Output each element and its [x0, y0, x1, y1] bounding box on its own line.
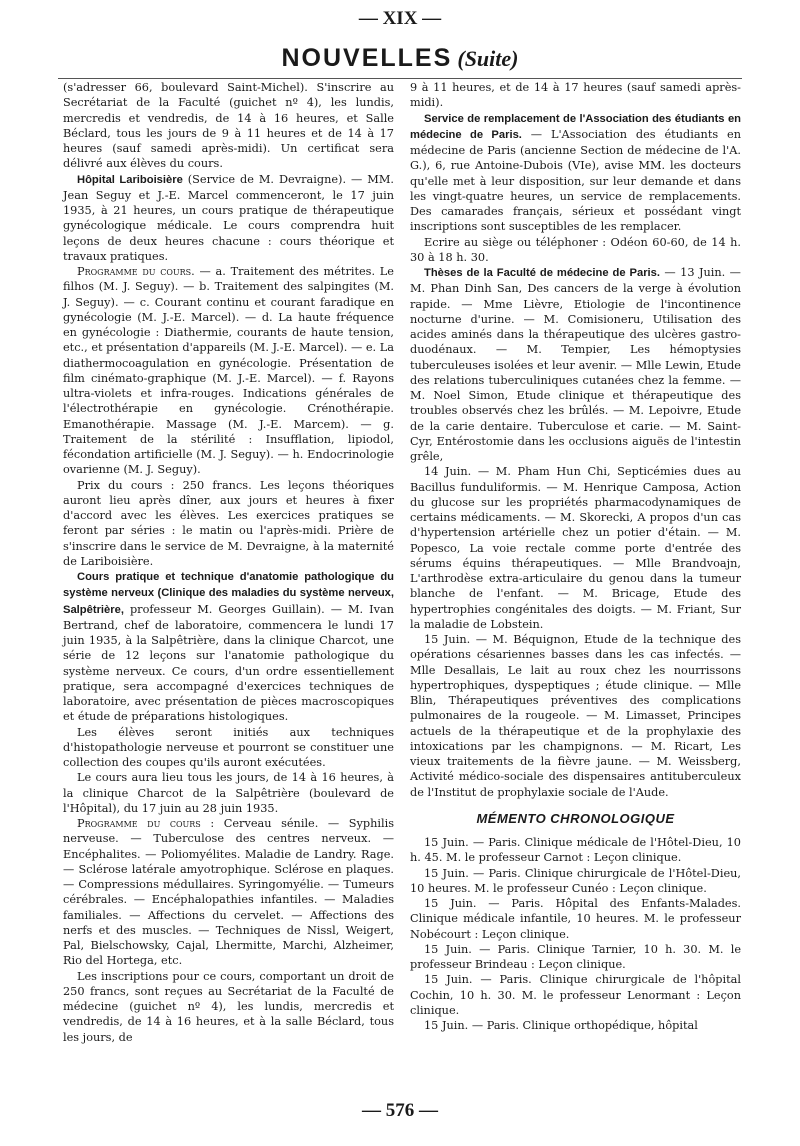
paragraph: Cours pratique et technique d'anatomie pathologique du système nerveux (Clinique des maladies du système nerveux, Salpêtrière, professeur M. Georges Guillain). — M. Ivan Bertrand, chef de laboratoire, commencera le lundi 17 juin 1935, à la Salpêtrière, dans la clinique Charcot, une série de 12 leçons sur l'anatomie pathologique du système nerveux. Ce cours, d'un ordre essentiellement pratique, sera accompagné d'exercices techniques de laboratoire, avec présentation de pièces macroscopiques et étude de préparations histologiques.	[63, 571, 394, 724]
paragraph-heading: Thèses de la Faculté de médecine de Paris.	[424, 267, 660, 279]
paragraph-lead: Programme du cours.	[77, 265, 195, 278]
paragraph: Prix du cours : 250 francs. Les leçons théoriques auront lieu après dîner, aux jours et heures à fixer d'accord avec les élèves. Les exercices pratiques se feront par séries : le matin ou l'après-midi. Prière de s'inscrire dans le service de M. Devraigne, à la maternité de Lariboisière.	[63, 478, 394, 568]
paragraph: Hôpital Lariboisière (Service de M. Devraigne). — MM. Jean Seguy et J.-E. Marcel commenceront, le 17 juin 1935, à 21 heures, un cours pratique de thérapeutique gynécologique médicale. Le cours comprendra huit leçons de deux heures chacune : cours théorique et travaux pratiques.	[63, 172, 394, 263]
paragraph: 15 Juin. — M. Béquignon, Etude de la technique des opérations césariennes basses dans les cas infectés. — Mlle Desallais, Le lait au roux chez les nourrissons hypertrophiques, dyspeptiques ; étude clinique. — Mlle Blin, Thérapeutiques préventives des complications pulmonaires de la rougeole. — M. Limasset, Principes actuels de la thérapeutique et de la prophylaxie des intoxications par les champignons. — M. Ricart, Les vieux traitements de la fièvre jaune. — M. Weissberg, Activité médico-sociale des dispensaires antituberculeux de l'Institut de prophylaxie sociale de l'Aude.	[410, 633, 741, 799]
memento-entry: 15 Juin. — Paris. Clinique Tarnier, 10 h. 30. M. le professeur Brindeau : Leçon clinique.	[410, 942, 741, 971]
page-title	[0, 44, 800, 73]
memento-entry: 15 Juin. — Paris. Clinique médicale de l'Hôtel-Dieu, 10 h. 45. M. le professeur Carnot : Leçon clinique.	[410, 836, 741, 865]
title-rule	[58, 78, 742, 79]
paragraph: Programme du cours. — a. Traitement des métrites. Le filhos (M. J. Seguy). — b. Traitement des salpingites (M. J. Seguy). — c. Courant continu et courant faradique en gynécologie (M. J.-E. Marcel). — d. La haute fréquence en gynécologie : Diathermie, courants de haute tension, etc., et présentation d'appareils (M. J.-E. Marcel). — e. La diathermocoagulation en gynécologie. Présentation de film cinémato-graphique (M. J.-E. Marcel). — f. Rayons ultra-violets et infra-rouges. Indications générales de l'électrothérapie en gynécologie. Crénothérapie. Emanothérapie. Massage (M. J.-E. Marcem). — g. Traitement de la stérilité : Insufflation, lipiodol, fécondation artificielle (M. J. Seguy). — h. Endocrinologie ovarienne (M. J. Seguy).	[63, 265, 394, 477]
paragraph: Les élèves seront initiés aux techniques d'histopathologie nerveuse et pourront se constituer une collection des coupes qu'ils auront exécutées.	[63, 725, 394, 769]
paragraph: Thèses de la Faculté de médecine de Paris. — 13 Juin. — M. Phan Dinh San, Des cancers de la verge à évolution rapide. — Mme Lièvre, Etiologie de l'incontinence nocturne d'urine. — M. Comisioneru, Utilisation des acides aminés dans la thérapeutique des ulcères gastro-duodénaux. — M. Tempier, Les hémoptysies tuberculeuses isolées et leur avenir. — Mlle Lewin, Etude des relations tuberculiniques cutanées chez la femme. — M. Noel Simon, Etude clinique et thérapeutique des troubles observés chez les brûlés. — M. Lepoivre, Etude de la carie dentaire. Tuberculose et carie. — M. Saint-Cyr, Entérostomie dans les occlusions aiguës de l'intestin grêle,	[410, 266, 741, 463]
paragraph: Programme du cours : Cerveau sénile. — Syphilis nerveuse. — Tuberculose des centres nerveux. — Encéphalites. — Poliomyélites. Maladie de Landry. Rage. — Sclérose latérale amyotrophique. Sclérose en plaques. — Compressions médullaires. Syringomyélie. — Tumeurs cérébrales. — Encéphalopathies infantiles. — Maladies familiales. — Affections du cervelet. — Affections des nerfs et des muscles. — Techniques de Nissl, Weigert, Pal, Bielschowsky, Cajal, Lhermitte, Marchi, Alzheimer, Rio del Hortega, etc.	[63, 817, 394, 968]
memento-entry: 15 Juin. — Paris. Clinique orthopédique, hôpital	[424, 1019, 698, 1032]
paragraph: Le cours aura lieu tous les jours, de 14 à 16 heures, à la clinique Charcot de la Salpêtrière (boulevard de l'Hôpital), du 17 juin au 28 juin 1935.	[63, 771, 394, 815]
page-number: — 576 —	[362, 1100, 438, 1121]
paragraph-heading: Hôpital Lariboisière	[77, 173, 183, 186]
paragraph-heading: Cours pratique et technique d'anatomie pathologique du système nerveux (Clinique des maladies du système nerveux, Salpêtrière,	[63, 571, 394, 616]
section-title-suite: (Suite)	[457, 46, 519, 71]
roman-folio: — XIX —	[358, 8, 442, 29]
section-title: NOUVELLES	[281, 44, 453, 72]
paragraph: 14 Juin. — M. Pham Hun Chi, Septicémies dues au Bacillus funduliformis. — M. Henrique Camposa, Action du glucose sur les propriétés pharmacodynamiques de certains médicaments. — M. Skorecki, A propos d'un cas d'hypertension artérielle chez un potier d'étain. — M. Popesco, La voie rectale comme porte d'entrée des sérums équins thérapeutiques. — Mlle Brandvoajn, L'arthrodèse extra-articulaire du genou dans la tumeur blanche de l'enfant. — M. Bricage, Etude des hypertrophies congénitales des doigts. — M. Friant, Sur la maladie de Lobstein.	[410, 465, 741, 631]
paragraph: Ecrire au siège ou téléphoner : Odéon 60-60, de 14 h. 30 à 18 h. 30.	[410, 235, 741, 264]
paragraph: Les inscriptions pour ce cours, comportant un droit de 250 francs, sont reçues au Secrétariat de la Faculté de médecine (guichet nº 4), les lundis, mercredis et vendredis, de 14 à 16 heures, et à la salle Béclard, tous les jours, de	[63, 969, 394, 1044]
memento-entry: 15 Juin. — Paris. Clinique chirurgicale de l'Hôtel-Dieu, 10 heures. M. le professeur Cunéo : Leçon clinique.	[410, 866, 741, 895]
memento-title: MÉMENTO CHRONOLOGIQUE	[476, 810, 675, 826]
paragraph: (s'adresser 66, boulevard Saint-Michel). S'inscrire au Secrétariat de la Faculté (guichet nº 4), les lundis, mercredis et vendredis, de 14 à 16 heures, et Salle Béclard, tous les jours de 9 à 11 heures et de 14 à 17 heures (sauf samedi après-midi). Un certificat sera délivré aux élèves du cours.	[63, 81, 394, 171]
paragraph: 9 à 11 heures, et de 14 à 17 heures (sauf samedi après-midi).	[410, 81, 741, 110]
paragraph: Service de remplacement de l'Association des étudiants en médecine de Paris. — L'Association des étudiants en médecine de Paris (ancienne Section de médecine de l'A. G.), 6, rue Antoine-Dubois (VIe), avise MM. les docteurs qu'elle met à leur disposition, sur leur demande et dans les vingt-quatre heures, un service de remplacements. Des camarades français, sérieux et possédant vingt inscriptions sont susceptibles de les remplacer.	[410, 112, 741, 234]
memento-entry: 15 Juin. — Paris. Clinique chirurgicale de l'hôpital Cochin, 10 h. 30. M. le professeur Lenormant : Leçon clinique.	[410, 973, 741, 1017]
memento-entry: 15 Juin. — Paris. Hôpital des Enfants-Malades. Clinique médicale infantile, 10 heures. M. le professeur Nobécourt : Leçon clinique.	[410, 897, 741, 941]
paragraph-heading: Service de remplacement de l'Association des étudiants en médecine de Paris.	[410, 112, 741, 141]
paragraph-lead: Programme du cours :	[77, 817, 215, 830]
right-column	[410, 80, 741, 1033]
left-column	[63, 80, 394, 1045]
